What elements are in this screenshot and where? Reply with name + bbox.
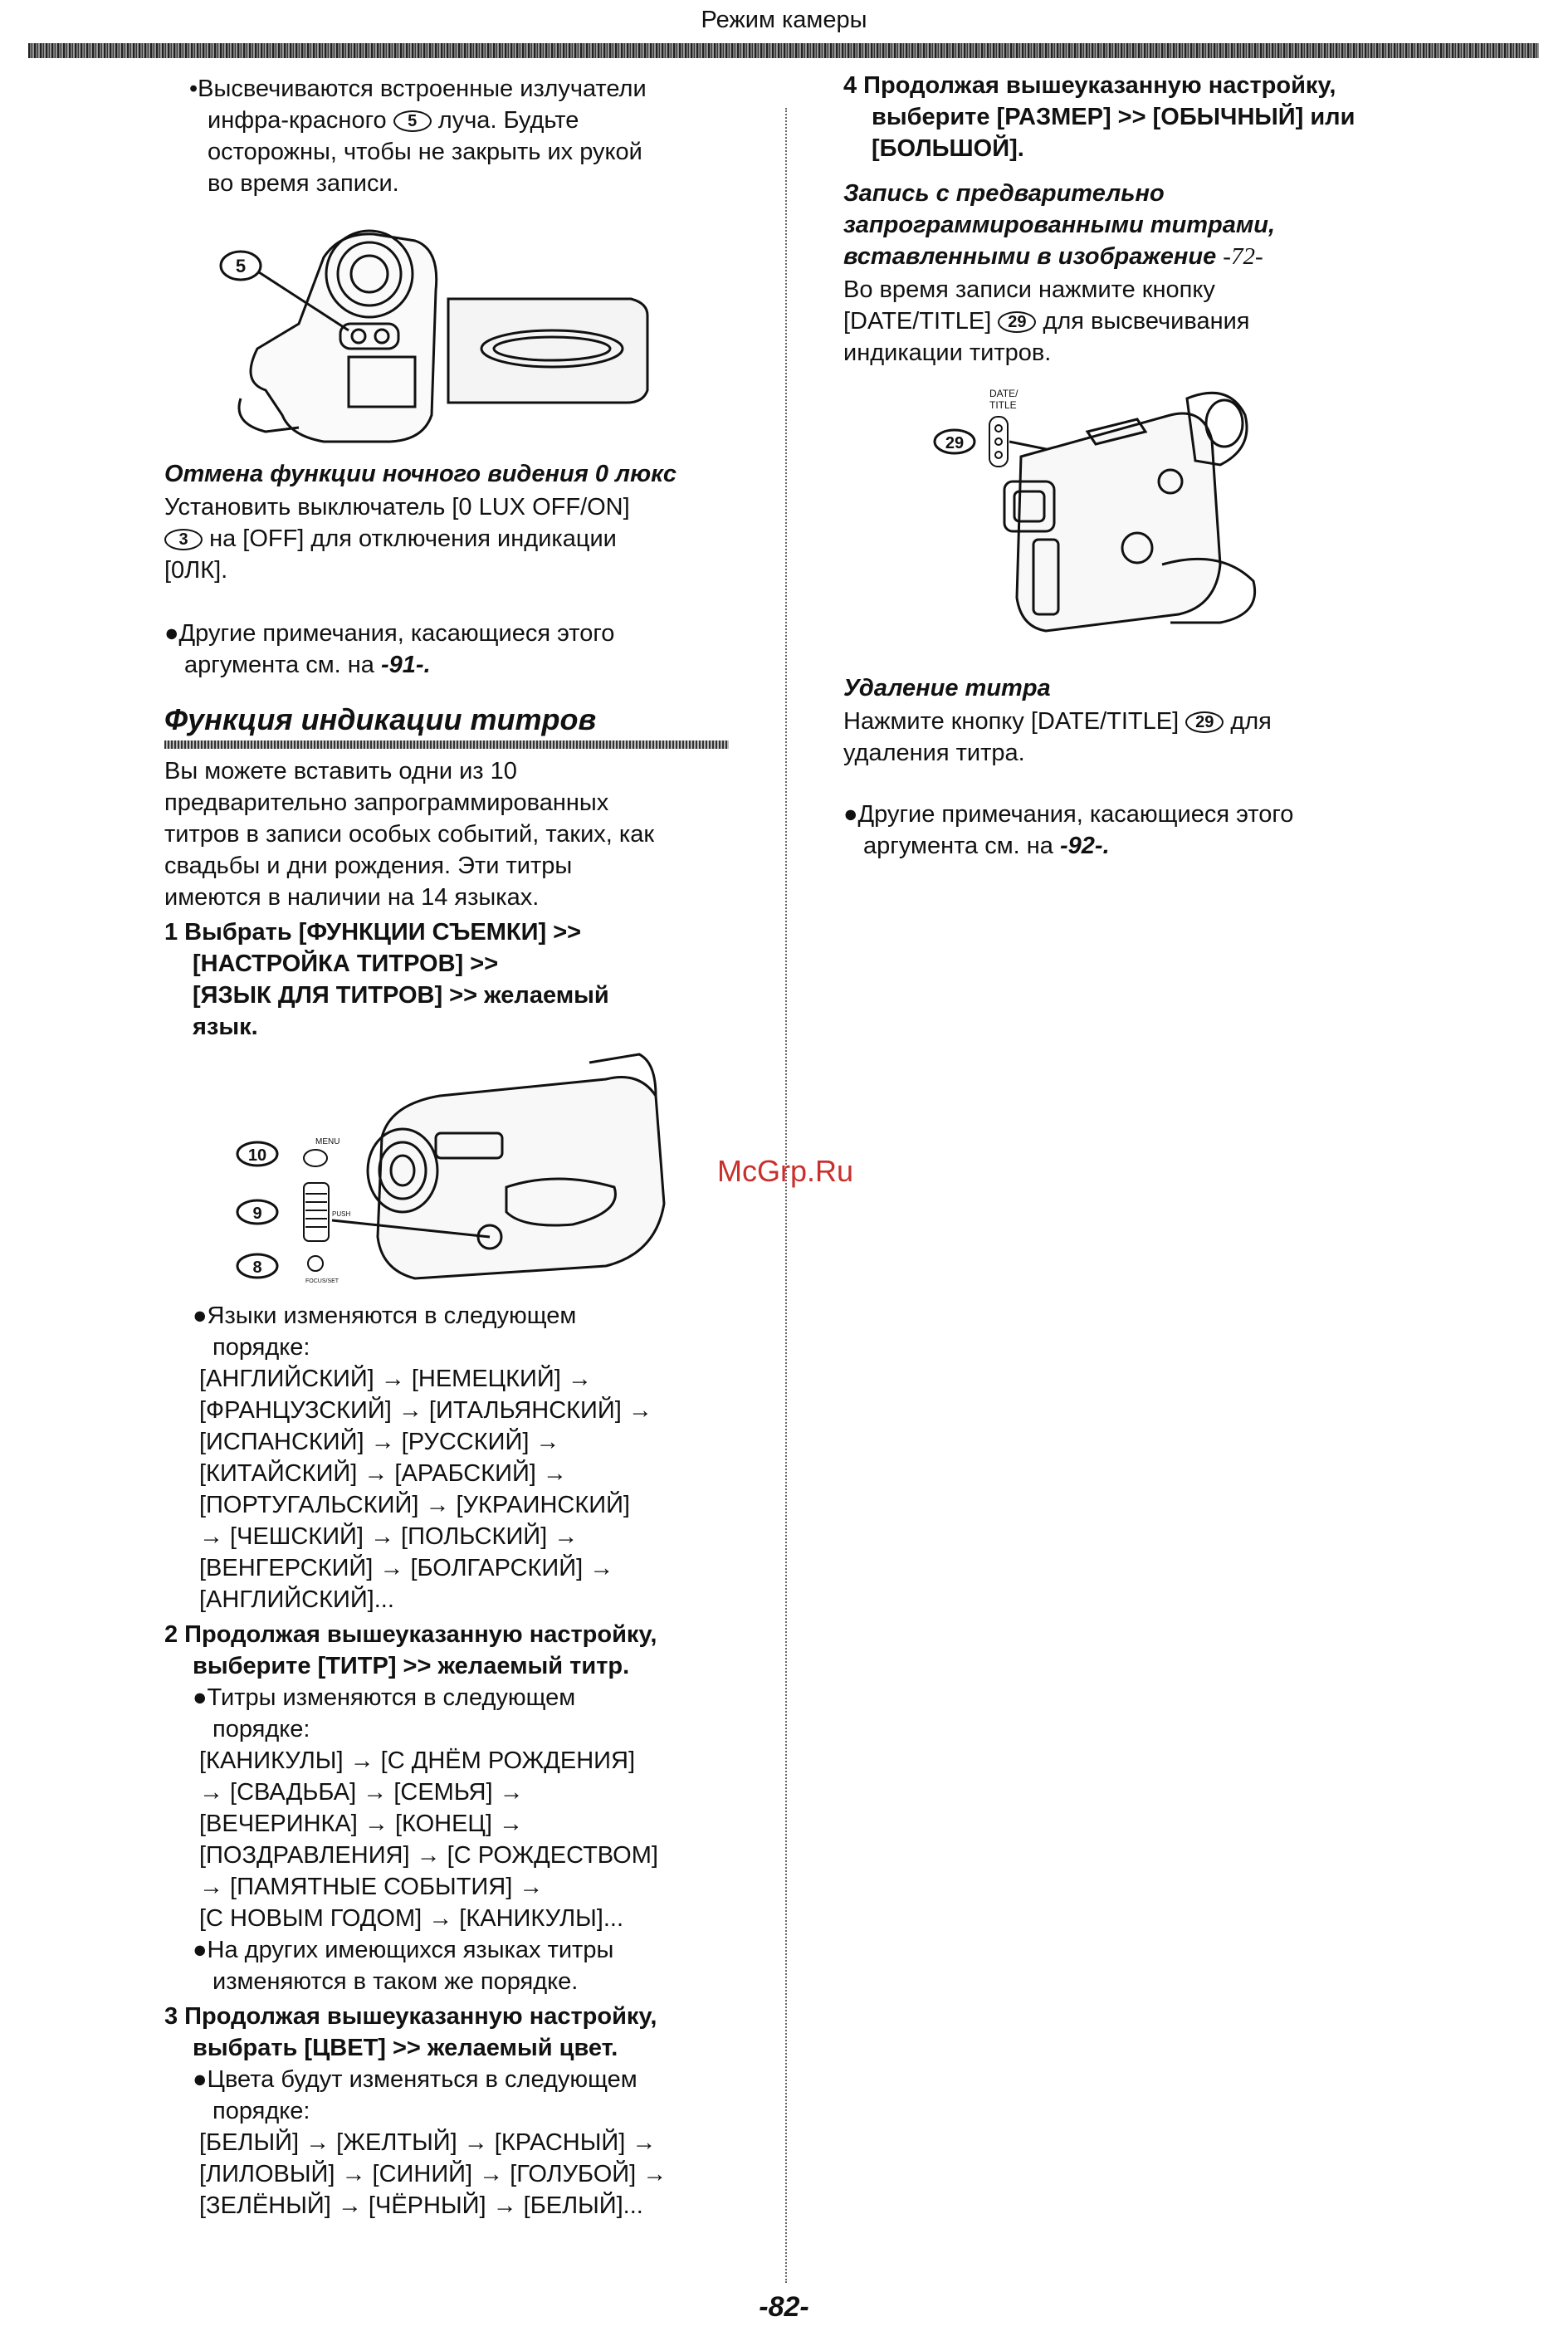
step4-line-1: 4 Продолжая вышеуказанную настройку, xyxy=(843,72,1336,99)
delete-ref-badge: 29 xyxy=(1185,711,1224,733)
preset-body-text-b: для высвечивания xyxy=(1043,308,1250,335)
preset-page-ref: -72- xyxy=(1223,243,1263,270)
ir-note-line-1: •Высвечиваются встроенные излучатели xyxy=(189,76,647,102)
preset-body-line-3: индикации титров. xyxy=(843,340,1052,366)
step1-line-3: [ЯЗЫК ДЛЯ ТИТРОВ] >> желаемый xyxy=(193,982,609,1009)
ir-callout-label: 5 xyxy=(235,256,247,276)
section-title: Функция индикации титров xyxy=(164,702,597,736)
page-header-title: Режим камеры xyxy=(701,7,867,33)
section-rule xyxy=(164,740,729,749)
titles-line-6: [ПОЗДРАВЛЕНИЯ] → [С РОЖДЕСТВОМ] xyxy=(199,1842,658,1869)
push-label: PUSH xyxy=(332,1210,351,1218)
callout-8-label: 8 xyxy=(252,1259,262,1277)
colors-line-1: ●Цвета будут изменяться в следующем xyxy=(193,2066,637,2093)
step2-line-2: выберите [ТИТР] >> желаемый титр. xyxy=(193,1653,630,1679)
languages-line-2: порядке: xyxy=(212,1334,310,1361)
titles-line-5: [ВЕЧЕРИНКА] → [КОНЕЦ] → xyxy=(199,1811,523,1837)
ir-ref-badge: 5 xyxy=(393,110,432,132)
languages-line-4: [ФРАНЦУЗСКИЙ] → [ИТАЛЬЯНСКИЙ] → xyxy=(199,1397,652,1424)
nightview-line-1: Установить выключатель [0 LUX OFF/ON] xyxy=(164,494,630,521)
preset-heading-line-2: запрограммированными титрами, xyxy=(843,212,1276,238)
nightview-line-3: [0ЛК]. xyxy=(164,557,228,584)
step2-line-1: 2 Продолжая вышеуказанную настройку, xyxy=(164,1621,657,1648)
step3-line-2: выбрать [ЦВЕТ] >> желаемый цвет. xyxy=(193,2035,618,2061)
languages-line-10: [АНГЛИЙСКИЙ]... xyxy=(199,1586,394,1613)
delete-body-text-a: Нажмите кнопку [DATE/TITLE] xyxy=(843,708,1180,735)
date-title-callout xyxy=(935,430,975,453)
other-notes-2-line-2 xyxy=(863,830,1110,862)
preset-body-text-a: [DATE/TITLE] xyxy=(843,308,992,335)
intro-line-3: титров в записи особых событий, таких, как xyxy=(164,821,655,848)
header-rule xyxy=(28,43,1539,58)
languages-line-1: ●Языки изменяются в следующем xyxy=(193,1303,577,1329)
step1-line-1: 1 Выбрать [ФУНКЦИИ СЪЕМКИ] >> xyxy=(164,919,582,946)
ir-note-line-4: во время записи. xyxy=(208,170,399,197)
colors-line-4: [ЛИЛОВЫЙ] → [СИНИЙ] → [ГОЛУБОЙ] → xyxy=(199,2161,667,2187)
colors-line-2: порядке: xyxy=(212,2098,310,2124)
languages-line-8: → [ЧЕШСКИЙ] → [ПОЛЬСКИЙ] → xyxy=(199,1523,579,1550)
titles-line-1: ●Титры изменяются в следующем xyxy=(193,1684,576,1711)
menu-callout-9 xyxy=(237,1200,277,1224)
nightview-ref-badge: 3 xyxy=(164,529,203,550)
languages-line-3: [АНГЛИЙСКИЙ] → [НЕМЕЦКИЙ] → xyxy=(199,1366,592,1392)
intro-line-4: свадьбы и дни рождения. Эти титры xyxy=(164,853,573,879)
preset-heading-text: вставленными в изображение xyxy=(843,243,1217,270)
delete-body-text-b: для xyxy=(1230,708,1272,735)
other-notes-1-text: аргумента см. на xyxy=(184,652,374,678)
delete-body-line-1 xyxy=(843,706,1272,737)
column-divider xyxy=(785,108,787,2283)
camcorder-rear-illustration xyxy=(921,382,1287,648)
intro-line-1: Вы можете вставить одни из 10 xyxy=(164,758,517,784)
titles-line-8: [С НОВЫМ ГОДОМ] → [КАНИКУЛЫ]... xyxy=(199,1905,623,1932)
colors-line-5: [ЗЕЛЁНЫЙ] → [ЧЁРНЫЙ] → [БЕЛЫЙ]... xyxy=(199,2192,643,2219)
callout-10-label: 10 xyxy=(247,1146,267,1165)
menu-callout-8 xyxy=(237,1254,277,1278)
menu-label: MENU xyxy=(315,1137,340,1146)
titles-line-3: [КАНИКУЛЫ] → [С ДНЁМ РОЖДЕНИЯ] xyxy=(199,1747,636,1774)
ir-note-line-3: осторожны, чтобы не закрыть их рукой xyxy=(208,139,642,165)
colors-line-3: [БЕЛЫЙ] → [ЖЕЛТЫЙ] → [КРАСНЫЙ] → xyxy=(199,2129,657,2156)
nightview-text-b: на [OFF] для отключения индикации xyxy=(209,525,617,552)
other-notes-2-line-1: ●Другие примечания, касающиеся этого xyxy=(843,801,1294,828)
step1-line-2: [НАСТРОЙКА ТИТРОВ] >> xyxy=(193,951,499,977)
languages-line-7: [ПОРТУГАЛЬСКИЙ] → [УКРАИНСКИЙ] xyxy=(199,1492,630,1518)
camcorder-menu-illustration xyxy=(224,1046,722,1295)
step3-line-1: 3 Продолжая вышеуказанную настройку, xyxy=(164,2003,657,2030)
delete-heading: Удаление титра xyxy=(843,675,1051,701)
preset-heading-line-1: Запись с предварительно xyxy=(843,180,1165,207)
preset-body-line-2 xyxy=(843,305,1250,337)
other-notes-2-text: аргумента см. на xyxy=(863,833,1053,859)
nightview-line-2 xyxy=(164,523,617,555)
callout-9-label: 9 xyxy=(252,1205,262,1223)
other-notes-1-page: -91-. xyxy=(381,652,431,678)
date-title-ref-badge: 29 xyxy=(998,311,1036,333)
ir-note-line-2 xyxy=(208,105,579,136)
callout-29-label: 29 xyxy=(945,434,965,452)
other-notes-2-page: -92-. xyxy=(1060,833,1110,859)
delete-body-line-2: удаления титра. xyxy=(843,740,1025,766)
title-label: TITLE xyxy=(989,399,1017,411)
languages-line-6: [КИТАЙСКИЙ] → [АРАБСКИЙ] → xyxy=(199,1460,567,1487)
preset-body-line-1: Во время записи нажмите кнопку xyxy=(843,276,1215,303)
languages-line-9: [ВЕНГЕРСКИЙ] → [БОЛГАРСКИЙ] → xyxy=(199,1555,614,1581)
nightview-heading: Отмена функции ночного видения 0 люкс xyxy=(164,461,677,487)
camcorder-front-illustration xyxy=(208,224,672,448)
intro-line-2: предварительно запрограммированных xyxy=(164,789,609,816)
preset-heading-line-3 xyxy=(843,241,1263,272)
watermark: McGrp.Ru xyxy=(717,1154,854,1188)
titles-line-7: → [ПАМЯТНЫЕ СОБЫТИЯ] → xyxy=(199,1874,544,1900)
titles-line-2: порядке: xyxy=(212,1716,310,1742)
date-label: DATE/ xyxy=(989,388,1018,399)
titles-line-10: изменяются в таком же порядке. xyxy=(212,1968,579,1995)
other-notes-1-line-1: ●Другие примечания, касающиеся этого xyxy=(164,620,615,647)
page-number: -82- xyxy=(759,2291,809,2323)
step4-line-2: выберите [РАЗМЕР] >> [ОБЫЧНЫЙ] или xyxy=(872,104,1356,130)
intro-line-5: имеются в наличии на 14 языках. xyxy=(164,884,540,911)
titles-line-4: → [СВАДЬБА] → [СЕМЬЯ] → xyxy=(199,1779,524,1806)
ir-text-a: инфра-красного xyxy=(208,107,387,134)
menu-callout-10 xyxy=(237,1142,277,1166)
languages-line-5: [ИСПАНСКИЙ] → [РУССКИЙ] → xyxy=(199,1429,560,1455)
step1-line-4: язык. xyxy=(193,1014,258,1040)
other-notes-1-line-2 xyxy=(184,649,431,681)
step4-line-3: [БОЛЬШОЙ]. xyxy=(872,135,1024,162)
focusset-label: FOCUS/SET xyxy=(305,1278,339,1284)
ir-text-b: луча. Будьте xyxy=(437,107,579,134)
titles-line-9: ●На других имеющихся языках титры xyxy=(193,1937,614,1963)
